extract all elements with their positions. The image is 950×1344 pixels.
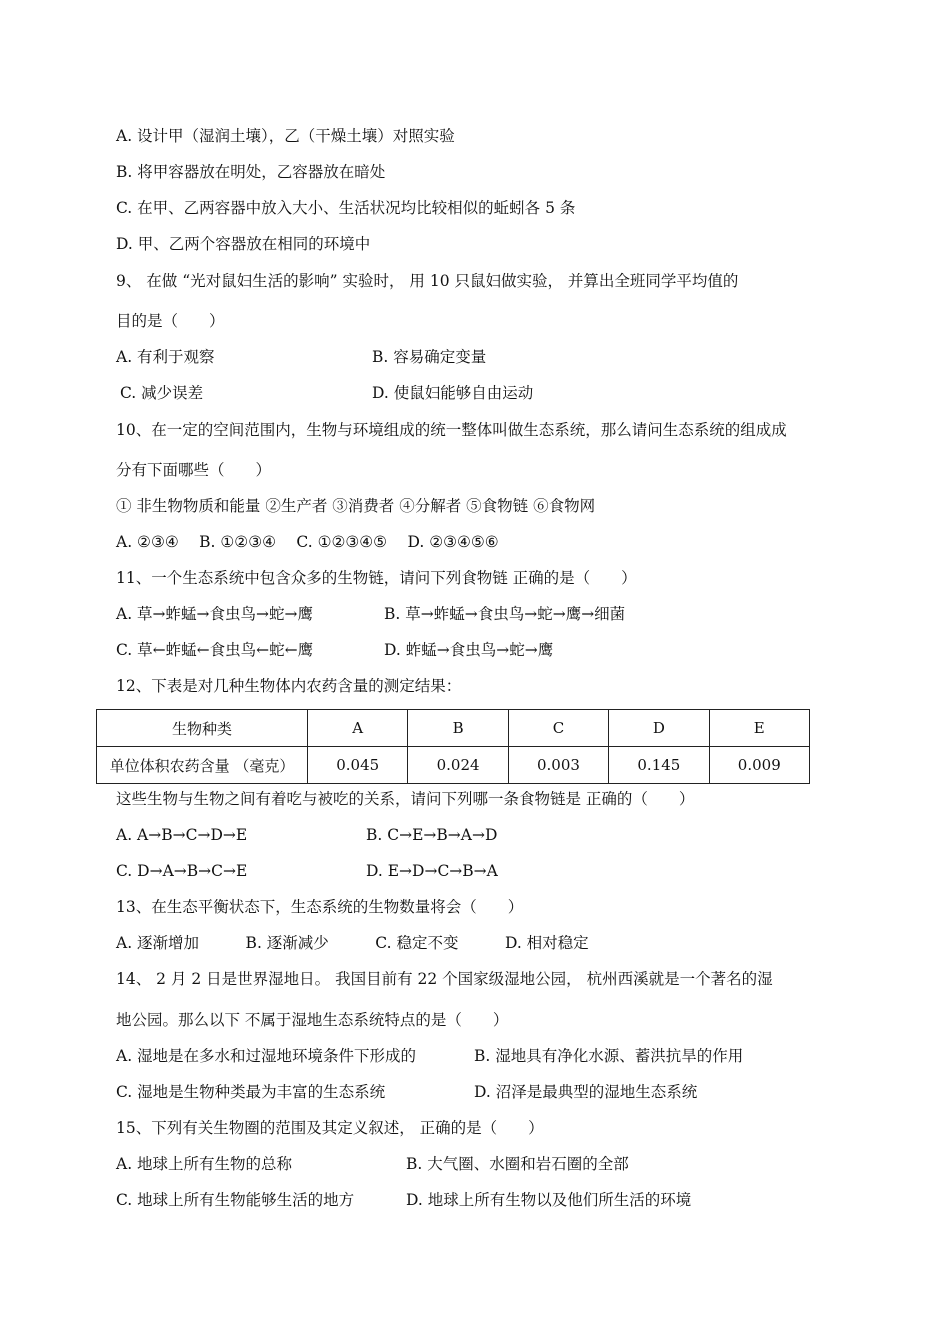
q10-stem-line2: 分有下面哪些（ ） [116, 461, 272, 479]
q8-option-a: A. 设计甲（湿润土壤），乙（干燥土壤）对照实验 [116, 127, 455, 145]
q14-option-c: C. 湿地是生物种类最为丰富的生态系统 [116, 1083, 386, 1101]
table-header-cell: D [609, 710, 709, 747]
q9-stem-line2: 目的是（ ） [116, 312, 225, 330]
q10-options: A. ②③④ B. ①②③④ C. ①②③④⑤ D. ②③④⑤⑥ [116, 533, 499, 551]
table-header-row [97, 710, 810, 747]
q12-option-d: D. E→D→C→B→A [366, 862, 498, 880]
table-header-cell: B [408, 710, 508, 747]
table-cell: 0.045 [308, 747, 408, 784]
q15-stem: 15、下列有关生物圈的范围及其定义叙述， 正确的是（ ） [116, 1119, 544, 1137]
table-header-cell: 生物种类 [97, 710, 308, 747]
q11-option-b: B. 草→蚱蜢→食虫鸟→蛇→鹰→细菌 [384, 605, 626, 623]
q8-option-b: B. 将甲容器放在明处，乙容器放在暗处 [116, 163, 386, 181]
q12-option-c: C. D→A→B→C→E [116, 862, 248, 880]
table-header-cell: A [308, 710, 408, 747]
q8-option-c: C. 在甲、乙两容器中放入大小、生活状况均比较相似的蚯蚓各 5 条 [116, 199, 576, 217]
q15-option-d: D. 地球上所有生物以及他们所生活的环境 [406, 1191, 692, 1209]
q9-option-b: B. 容易确定变量 [372, 348, 487, 366]
table-header-cell: C [508, 710, 608, 747]
q11-option-c: C. 草←蚱蜢←食虫鸟←蛇←鹰 [116, 641, 314, 659]
table-cell: 0.024 [408, 747, 508, 784]
table-cell: 0.003 [508, 747, 608, 784]
table-cell: 0.009 [709, 747, 809, 784]
q14-option-a: A. 湿地是在多水和过湿地环境条件下形成的 [116, 1047, 417, 1065]
q11-stem: 11、一个生态系统中包含众多的生物链，请问下列食物链 正确的是（ ） [116, 569, 637, 587]
q15-option-a: A. 地球上所有生物的总称 [116, 1155, 293, 1173]
q9-option-c: C. 减少误差 [120, 384, 204, 402]
q14-option-b: B. 湿地具有净化水源、蓄洪抗旱的作用 [474, 1047, 744, 1065]
q12-option-a: A. A→B→C→D→E [116, 826, 248, 844]
q13-options: A. 逐渐增加 B. 逐渐减少 C. 稳定不变 D. 相对稳定 [116, 934, 589, 952]
q12-option-b: B. C→E→B→A→D [366, 826, 498, 844]
table-cell: 单位体积农药含量 （毫克） [97, 747, 308, 784]
q11-option-a: A. 草→蚱蜢→食虫鸟→蛇→鹰 [116, 605, 313, 623]
q13-stem: 13、在生态平衡状态下，生态系统的生物数量将会（ ） [116, 898, 524, 916]
q15-option-c: C. 地球上所有生物能够生活的地方 [116, 1191, 355, 1209]
q15-option-b: B. 大气圈、水圈和岩石圈的全部 [406, 1155, 629, 1173]
table-row [97, 747, 810, 784]
table-header-cell: E [709, 710, 809, 747]
q14-stem-line2: 地公园。那么以下 不属于湿地生态系统特点的是（ ） [116, 1011, 509, 1029]
q10-stem-line1: 10、在一定的空间范围内，生物与环境组成的统一整体叫做生态系统，那么请问生态系统的组成成 [116, 421, 787, 439]
q9-option-d: D. 使鼠妇能够自由运动 [372, 384, 534, 402]
pesticide-table [96, 709, 810, 784]
q14-option-d: D. 沼泽是最典型的湿地生态系统 [474, 1083, 698, 1101]
q10-items: ① 非生物物质和能量 ②生产者 ③消费者 ④分解者 ⑤食物链 ⑥食物网 [116, 497, 596, 515]
q9-stem-line1: 9、 在做 “光对鼠妇生活的影响” 实验时， 用 10 只鼠妇做实验， 并算出全班同学平均值的 [116, 272, 739, 290]
table-cell: 0.145 [609, 747, 709, 784]
q12-followup: 这些生物与生物之间有着吃与被吃的关系，请问下列哪一条食物链是 正确的（ ） [116, 790, 695, 808]
q11-option-d: D. 蚱蜢→食虫鸟→蛇→鹰 [384, 641, 554, 659]
q12-stem: 12、下表是对几种生物体内农药含量的测定结果： [116, 677, 462, 695]
q14-stem-line1: 14、 2 月 2 日是世界湿地日。 我国目前有 22 个国家级湿地公园， 杭州西溪就是一个著名的湿 [116, 970, 773, 988]
q8-option-d: D. 甲、乙两个容器放在相同的环境中 [116, 235, 371, 253]
q9-option-a: A. 有利于观察 [116, 348, 215, 366]
